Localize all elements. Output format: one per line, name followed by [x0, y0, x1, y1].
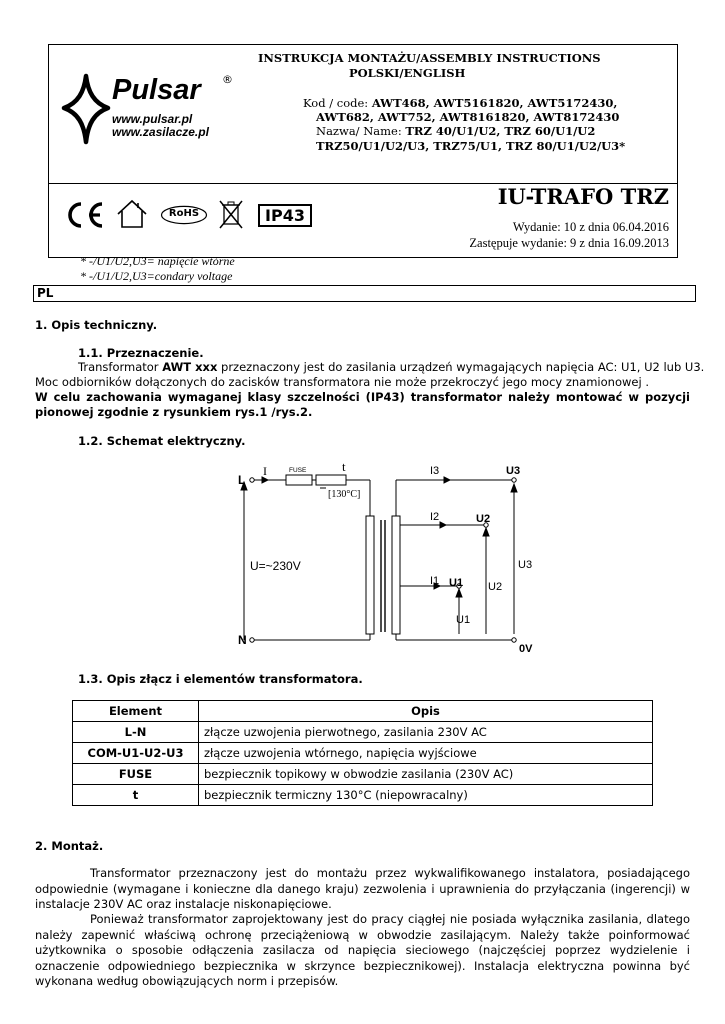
section-1-1-heading: 1.1. Przeznaczenie.	[78, 346, 204, 360]
voltage-U3-label: U3	[518, 559, 533, 571]
element-cell: FUSE	[73, 764, 199, 785]
description-cell: złącze uzwojenia wtórnego, napięcia wyjściowe	[199, 743, 653, 764]
name-line-2: TRZ50/U1/U2/U3, TRZ75/U1, TRZ 80/U1/U2/U3*	[316, 139, 626, 153]
pulsar-logo	[56, 70, 236, 150]
table-row	[73, 722, 653, 743]
terminal-U3-label: U3	[506, 465, 521, 477]
instructions-title: INSTRUKCJA MONTAŻU/ASSEMBLY INSTRUCTIONS	[258, 51, 601, 65]
header-element: Element	[73, 701, 199, 722]
header-description: Opis	[199, 701, 653, 722]
language-section-bar: PL	[33, 285, 696, 302]
electrical-schematic	[230, 458, 540, 658]
ip43-badge: IP43	[258, 204, 312, 227]
website-url-1: www.pulsar.pl	[112, 112, 193, 126]
element-cell: t	[73, 785, 199, 806]
product-name	[316, 124, 595, 138]
registered-mark: ®	[222, 73, 233, 86]
element-cell: L-N	[73, 722, 199, 743]
ip-mounting-warning: W celu zachowania wymaganej klasy szczelności (IP43) transformator należy montować w pozycji pionowej zgodnie z rysunkiem rys.1 /rys.2.	[35, 390, 690, 419]
current-I-label: I	[263, 464, 267, 478]
edition-date: Wydanie: 10 z dnia 06.04.2016	[512, 220, 669, 234]
language-title: POLSKI/ENGLISH	[349, 66, 466, 80]
current-I2-label: I2	[430, 511, 440, 523]
terminal-U1-label: U1	[449, 577, 464, 589]
description-cell: bezpiecznik topikowy w obwodzie zasilania (230V AC)	[199, 764, 653, 785]
table-row	[73, 785, 653, 806]
voltage-U2-label: U2	[488, 581, 503, 593]
installation-paragraph-2: Ponieważ transformator zaprojektowany jest do pracy ciągłej nie posiada wyłącznika zasilania, dlatego należy zapewnić właściwą ochronę przeciążeniową w obwodzie zasilającym. Należy także poinformować użytkownika o sposobie odłączenia zasilacza od napięcia sieciowego (najczęściej poprzez wydzielenie i oznaczenie odpowiedniego bezpiecznika w skrzynce bezpiecznikowej). Instalacja elektryczna powinna być wykonana według obowiązujących norm i przepisów.	[35, 912, 690, 988]
description-cell: bezpiecznik termiczny 130°C (niepowracalny)	[199, 785, 653, 806]
product-code	[303, 96, 617, 110]
description-cell: złącze uzwojenia pierwotnego, zasilania 230V AC	[199, 722, 653, 743]
code-line-1: AWT468, AWT5161820, AWT5172430,	[371, 96, 618, 110]
terminal-U2-label: U2	[476, 513, 491, 525]
footnote-pl: * -/U1/U2,U3= napięcie wtórne	[80, 254, 235, 268]
table-row	[73, 743, 653, 764]
power-limit-text: Moc odbiorników dołączonych do zacisków transformatora nie może przekroczyć jego mocy znamionowej .	[35, 375, 649, 389]
fuse-label: FUSE	[289, 467, 307, 474]
name-line-1: TRZ 40/U1/U2, TRZ 60/U1/U2	[405, 124, 596, 138]
current-I3-label: I3	[430, 465, 440, 477]
section-1-2-heading: 1.2. Schemat elektryczny.	[78, 434, 246, 448]
section-1-3-heading: 1.3. Opis złącz i elementów transformatora.	[78, 672, 363, 686]
terminal-L-label: L	[238, 473, 246, 487]
brand-name: Pulsar	[112, 74, 201, 106]
purpose-text-post: przeznaczony jest do zasilania urządzeń wymagających napięcia AC: U1, U2 lub U3.	[217, 360, 705, 374]
table-header-row	[73, 701, 653, 722]
element-cell: COM-U1-U2-U3	[73, 743, 199, 764]
table-row	[73, 764, 653, 785]
section-2-heading: 2. Montaż.	[35, 839, 104, 853]
purpose-text-pre: Transformator	[78, 360, 163, 374]
product-placeholder: AWT xxx	[162, 360, 218, 374]
indoor-use-house-icon	[115, 198, 149, 233]
terminal-N-label: N	[238, 633, 247, 647]
replaces-edition: Zastępuje wydanie: 9 z dnia 16.09.2013	[469, 236, 669, 250]
installation-paragraph-1: Transformator przeznaczony jest do montażu przez wykwalifikowanego instalatora, posiadającego odpowiednie (wymagane i konieczne dla danego kraju) zezwolenia i uprawnienia do przyłączania (ingerencji) w instalacje 230V AC oraz instalacje niskonapięciowe.	[35, 866, 690, 911]
terminal-0V-label: 0V	[519, 643, 533, 655]
footnote-en: * -/U1/U2,U3=condary voltage	[80, 269, 233, 283]
rohs-badge	[160, 205, 208, 225]
current-I1-label: I1	[430, 575, 440, 587]
website-url-2: www.zasilacze.pl	[112, 125, 209, 139]
connectors-table	[72, 700, 653, 806]
weee-bin-icon	[217, 198, 245, 233]
voltage-U1-label: U1	[456, 614, 471, 626]
thermal-temp-label: [130°C]	[328, 489, 361, 500]
name-label: Nazwa/ Name:	[316, 124, 406, 138]
rohs-label: RoHS	[168, 208, 200, 219]
section-1-heading: 1. Opis techniczny.	[35, 318, 158, 332]
thermal-fuse-t-label: t	[342, 459, 346, 474]
code-line-2: AWT682, AWT752, AWT8161820, AWT8172430	[316, 110, 620, 124]
document-title: IU-TRAFO TRZ	[497, 184, 669, 209]
purpose-paragraph	[78, 360, 704, 375]
code-label: Kod / code:	[303, 96, 372, 110]
ce-mark-icon	[62, 201, 106, 232]
primary-voltage-label: U=~230V	[250, 559, 301, 573]
